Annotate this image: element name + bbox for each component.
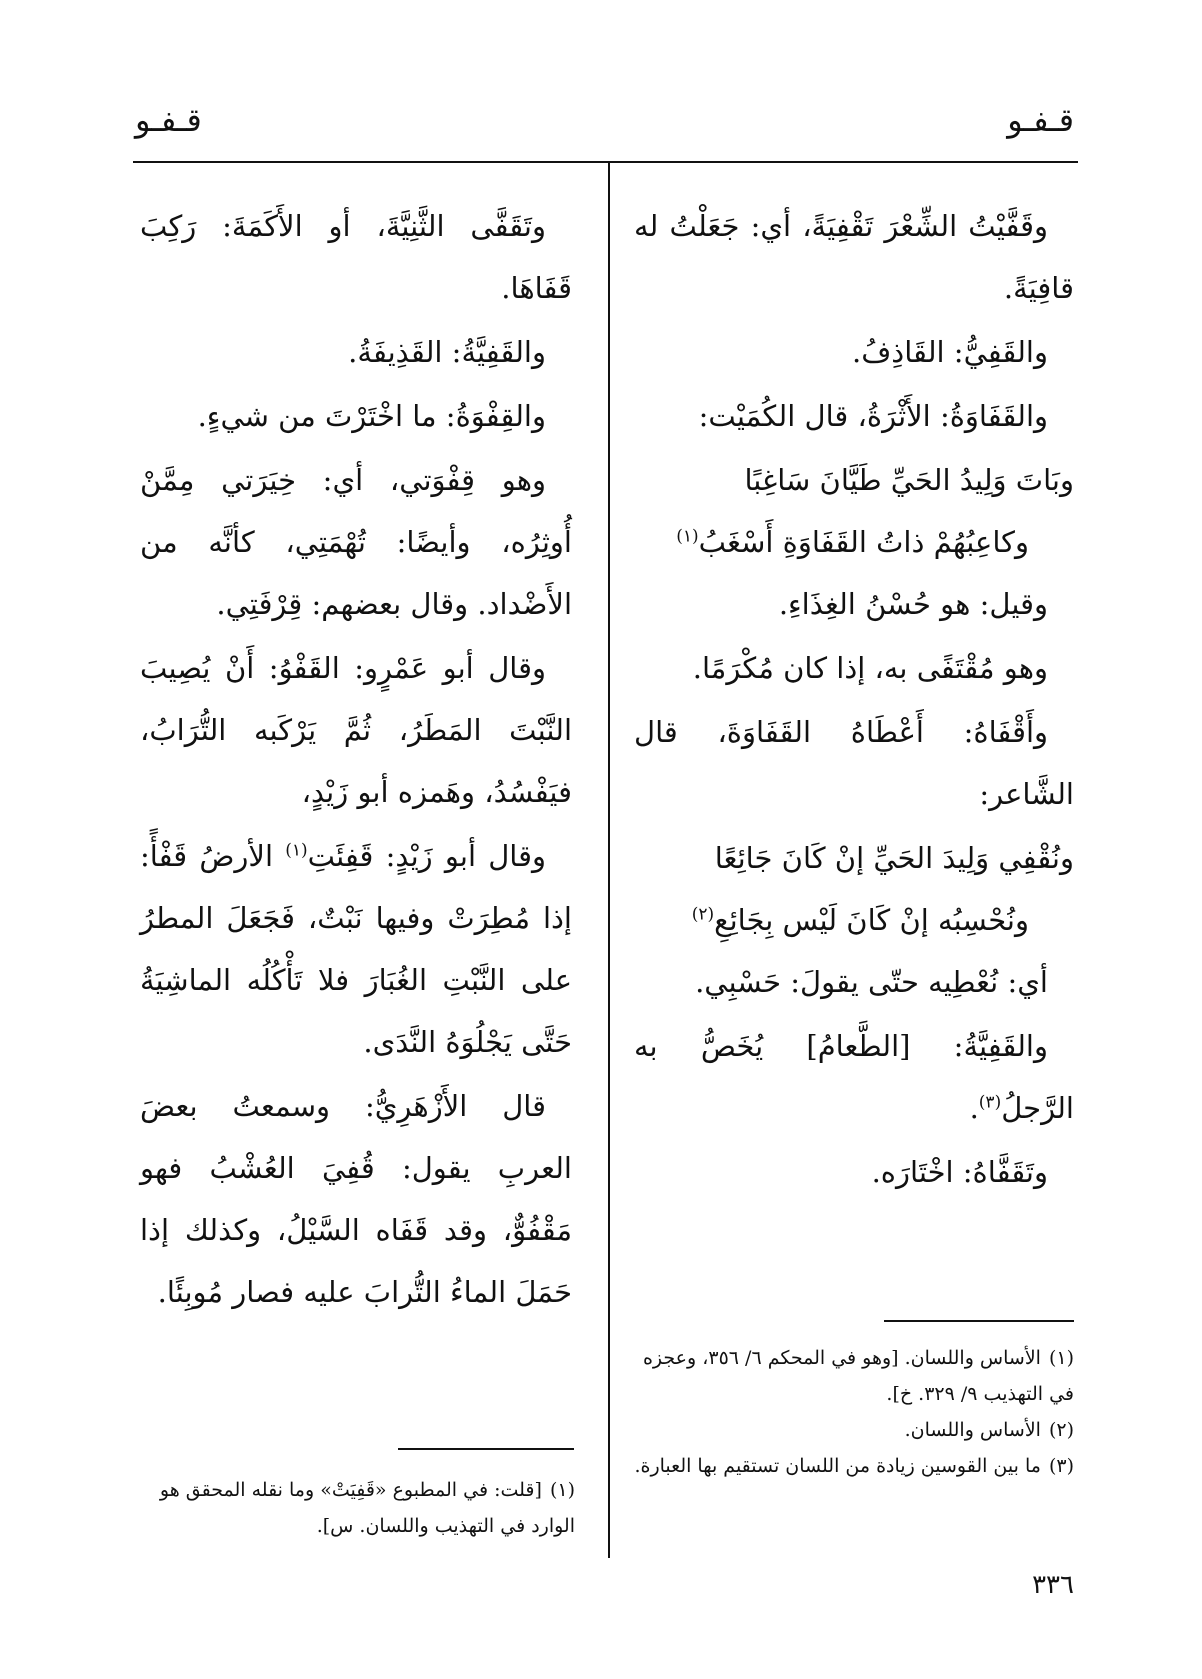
- verse-text: وكاعِبُهُمْ ذاتُ القَفَاوَةِ أَسْغَبُ: [698, 525, 1029, 559]
- footnote-number: (٣): [1048, 1455, 1074, 1477]
- paragraph: وأَقْفَاهُ: أَعْطَاهُ القَفَاوَةَ، قال الشَّاعر:: [634, 715, 1074, 811]
- verse-line: [634, 511, 1074, 573]
- paragraph: والقِفْوَةُ: ما اخْتَرْتَ من شيءٍ.: [197, 399, 546, 433]
- footnote-rule: [884, 1320, 1074, 1322]
- paragraph: والقَفَاوَةُ: الأَثْرَةُ، قال الكُمَيْت:: [698, 399, 1048, 433]
- paragraph: وقال أبو عَمْرٍو: القَفْوُ: أَنْ يُصِيبَ النَّبْتَ المَطَرُ، ثُمَّ يَرْكَبه التُّرَابُ، فيَفْسُدُ، وهَمزه أبو زَيْدٍ،: [140, 651, 572, 809]
- footnote-text: ما بين القوسين زيادة من اللسان تستقيم بها العبارة.: [634, 1455, 1041, 1477]
- paragraph: وتَقَفَّاهُ: اخْتَارَه.: [871, 1155, 1048, 1189]
- footnote: [140, 1472, 575, 1544]
- footnote-number: (١): [549, 1479, 575, 1501]
- verse-line: [634, 889, 1074, 951]
- footnote-marker: (١): [285, 840, 308, 861]
- paragraph: [140, 825, 572, 1073]
- running-header-right: قـفـو: [1007, 101, 1074, 139]
- paragraph: [634, 1015, 1074, 1139]
- header-rule: [133, 161, 1078, 163]
- paragraph-text: وقال أبو زَيْدٍ: قَفِئَتِ: [307, 839, 546, 873]
- column-divider: [608, 161, 610, 1558]
- verse-line: وبَاتَ وَلِيدُ الحَيِّ طَيَّانَ سَاغِبًا: [744, 463, 1074, 497]
- footnote-marker: (٢): [691, 904, 715, 925]
- footnote-rule: [398, 1448, 574, 1450]
- paragraph: وقَفَّيْتُ الشِّعْرَ تَقْفِيَةً، أي: جَعَلْتُ له قافِيَةً.: [634, 209, 1074, 305]
- paragraph: أي: نُعْطِيه حتّى يقولَ: حَسْبِي.: [695, 965, 1048, 999]
- left-column: [140, 195, 572, 1325]
- footnote-marker: (٣): [978, 1092, 1002, 1113]
- paragraph: وقيل: هو حُسْنُ الغِذَاءِ.: [778, 587, 1048, 621]
- footnote: [629, 1340, 1074, 1412]
- footnote-marker: (١): [676, 526, 699, 547]
- paragraph: والقَفِيُّ: القَاذِفُ.: [852, 335, 1048, 369]
- footnote: [629, 1448, 1074, 1484]
- running-header-left: قـفـو: [135, 101, 202, 139]
- footnote-number: (٢): [1048, 1419, 1074, 1441]
- footnote: [629, 1412, 1074, 1448]
- right-column: [634, 195, 1074, 1205]
- verse-line: ونُقْفِي وَلِيدَ الحَيِّ إنْ كَانَ جَائِعًا: [714, 841, 1074, 875]
- paragraph-text: والقَفِيَّةُ: [الطَّعامُ] يُخَصُّ به الرَّجلُ: [634, 1029, 1074, 1125]
- paragraph: وتَقَفَّى الثَّنِيَّةَ، أو الأَكَمَةَ: رَكِبَ قَفَاهَا.: [140, 209, 572, 305]
- verse-block: [634, 827, 1074, 951]
- footnotes-right: [629, 1340, 1074, 1484]
- paragraph: والقَفِيَّةُ: القَذِيفَةُ.: [348, 335, 546, 369]
- footnote-text: الأساس واللسان.: [904, 1419, 1041, 1441]
- footnotes-left: [140, 1472, 575, 1544]
- paragraph-text: الأرضُ قَفْأً: إذا مُطِرَتْ وفيها نَبْتٌ، فَجَعَلَ المطرُ على النَّبْتِ الغُبَارَ فلا تَأْكُلُه الماشِيَةُ حَتَّى يَجْلُوَهُ النَّدَى.: [140, 839, 572, 1059]
- paragraph: وهو قِفْوَتي، أي: خِيَرَتي مِمَّنْ أُوثِرُه، وأيضًا: تُهْمَتِي، كأنَّه من الأَضْداد. وقال بعضهم: قِرْفَتِي.: [140, 463, 572, 621]
- page-number: ٣٣٦: [1032, 1570, 1074, 1600]
- paragraph: قال الأَزْهَرِيُّ: وسمعتُ بعضَ العربِ يقول: قُفِيَ العُشْبُ فهو مَقْفُوٌّ، وقد قَفَاه السَّيْلُ، وكذلك إذا حَمَلَ الماءُ التُّرابَ عليه فصار مُوبِئًا.: [140, 1089, 572, 1309]
- paragraph: وهو مُقْتَفًى به، إذا كان مُكْرَمًا.: [692, 651, 1048, 685]
- footnote-text: الأساس واللسان. [وهو في المحكم ٦/ ٣٥٦، وعجزه في التهذيب ٩/ ٣٢٩. خ].: [642, 1347, 1074, 1405]
- footnote-number: (١): [1048, 1347, 1074, 1369]
- verse-text: ونُحْسِبُه إنْ كَانَ لَيْس بِجَائِعِ: [714, 903, 1029, 937]
- footnote-text: [قلت: في المطبوع «قَفِيَتْ» وما نقله المحقق هو الوارد في التهذيب واللسان. س].: [159, 1479, 575, 1537]
- verse-block: [634, 449, 1074, 573]
- paragraph-text: .: [969, 1091, 979, 1125]
